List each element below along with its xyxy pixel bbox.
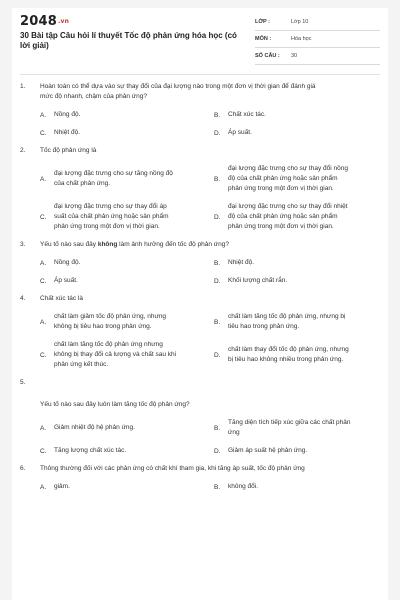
option-text: Nồng độ. bbox=[54, 111, 81, 118]
option-letter: A. bbox=[40, 175, 47, 183]
option-text: Tăng lượng chất xúc tác. bbox=[54, 447, 127, 454]
option-a[interactable] bbox=[40, 482, 214, 492]
site-logo[interactable] bbox=[20, 14, 69, 29]
question-number: 3. bbox=[20, 241, 26, 248]
option-c[interactable] bbox=[40, 202, 214, 232]
option-letter: B. bbox=[214, 424, 221, 432]
option-text: chất làm thay đổi tốc độ phản ứng, nhưng bbox=[228, 346, 349, 353]
option-text: Giảm áp suất hệ phản ứng. bbox=[228, 447, 308, 454]
option-d[interactable] bbox=[214, 202, 388, 232]
option-letter: C. bbox=[40, 213, 47, 221]
option-text: đại lượng đặc trưng cho sự thay đổi nhiệt bbox=[228, 203, 348, 210]
option-text: Nhiệt độ. bbox=[54, 129, 81, 136]
option-text: Nồng độ. bbox=[54, 259, 81, 266]
option-text: đại lượng đặc trưng cho sự thay đổi áp bbox=[54, 203, 167, 210]
option-b[interactable] bbox=[214, 418, 388, 438]
option-text: không đổi. bbox=[228, 483, 258, 490]
option-text: giảm. bbox=[54, 483, 70, 490]
option-letter: B. bbox=[214, 259, 221, 267]
question-6 bbox=[12, 464, 388, 492]
option-letter: D. bbox=[214, 351, 221, 359]
option-text: suất của chất phản ứng hoặc sản phẩm bbox=[54, 213, 169, 220]
option-c[interactable] bbox=[40, 340, 214, 370]
option-text: phản ứng kết thúc. bbox=[54, 361, 109, 368]
meta-row-class bbox=[255, 16, 380, 31]
option-letter: D. bbox=[214, 277, 221, 285]
option-a[interactable] bbox=[40, 110, 214, 120]
option-c[interactable] bbox=[40, 446, 214, 456]
meta-label: LỚP : bbox=[255, 19, 270, 25]
answer-options bbox=[12, 110, 388, 138]
option-text: đại lượng đặc trưng cho sự tăng nồng độ bbox=[54, 170, 173, 177]
meta-value: 30 bbox=[291, 53, 298, 59]
option-text: Áp suất. bbox=[54, 277, 78, 284]
question-stem bbox=[12, 146, 388, 156]
question-stem bbox=[12, 378, 388, 388]
option-text: của chất phản ứng. bbox=[54, 180, 111, 187]
option-text: tiêu hao trong phản ứng. bbox=[228, 323, 300, 330]
question-text-post: làm ảnh hưởng đến tốc độ phản ứng? bbox=[117, 241, 229, 248]
option-letter: B. bbox=[214, 111, 221, 119]
document-title bbox=[20, 31, 250, 51]
option-text: ứng bbox=[228, 429, 240, 436]
option-b[interactable] bbox=[214, 110, 388, 120]
question-text bbox=[40, 240, 380, 250]
question-text-pre: Yếu tố nào sau đây bbox=[40, 241, 98, 248]
meta-value: Lớp 10 bbox=[291, 19, 309, 25]
question-list bbox=[12, 82, 388, 500]
option-b[interactable] bbox=[214, 258, 388, 268]
question-stem bbox=[12, 240, 388, 250]
question-number: 5. bbox=[20, 379, 26, 386]
title-line: lời giải) bbox=[20, 41, 49, 50]
option-letter: C. bbox=[40, 277, 47, 285]
option-text: đại lượng đặc trưng cho sự thay đổi nồng bbox=[228, 165, 348, 172]
question-stem bbox=[12, 82, 388, 102]
worksheet-header bbox=[12, 8, 388, 70]
option-text: bị tiêu hao không nhiều trong phản ứng. bbox=[228, 356, 344, 363]
option-d[interactable] bbox=[214, 128, 388, 138]
option-letter: C. bbox=[40, 447, 47, 455]
option-d[interactable] bbox=[214, 276, 388, 286]
option-text: chất làm tăng tốc độ phản ứng nhưng bbox=[54, 341, 163, 348]
answer-options bbox=[12, 164, 388, 232]
option-text: độ của chất phản ứng hoặc sản phẩm bbox=[228, 175, 338, 182]
option-text: Khối lượng chất rắn. bbox=[228, 277, 288, 284]
question-5 bbox=[12, 378, 388, 456]
worksheet-page bbox=[12, 8, 388, 600]
meta-label: MÔN : bbox=[255, 36, 272, 42]
option-b[interactable] bbox=[214, 164, 388, 194]
meta-row-subject bbox=[255, 33, 380, 48]
option-a[interactable] bbox=[40, 164, 214, 194]
question-number: 2. bbox=[20, 147, 26, 154]
option-a[interactable] bbox=[40, 312, 214, 332]
answer-options bbox=[12, 312, 388, 370]
option-text: phản ứng trong một đơn vị thời gian. bbox=[228, 185, 334, 192]
title-line: 30 Bài tập Câu hỏi lí thuyết Tốc độ phản ứng hóa học (có bbox=[20, 31, 237, 40]
option-text: độ của chất phản ứng hoặc sản phẩm bbox=[228, 213, 338, 220]
option-text: Tăng diện tích tiếp xúc giữa các chất phản bbox=[228, 419, 351, 426]
option-text: Nhiệt độ. bbox=[228, 259, 255, 266]
question-text-emphasis: không bbox=[97, 241, 118, 248]
option-letter: C. bbox=[40, 351, 47, 359]
question-number: 4. bbox=[20, 295, 26, 302]
option-letter: A. bbox=[40, 259, 47, 267]
logo-main: 2048 bbox=[20, 14, 57, 29]
answer-options bbox=[12, 482, 388, 492]
header-divider bbox=[20, 74, 380, 75]
question-stem bbox=[12, 464, 388, 474]
question-stem bbox=[12, 294, 388, 304]
option-letter: D. bbox=[214, 447, 221, 455]
answer-options bbox=[12, 258, 388, 286]
option-letter: D. bbox=[214, 213, 221, 221]
meta-table bbox=[255, 16, 380, 67]
question-text: Hoàn toàn có thể dựa vào sự thay đổi của đại lượng nào trong một đơn vị thời gian để đánh giá bbox=[40, 83, 316, 90]
option-c[interactable] bbox=[40, 276, 214, 286]
option-letter: C. bbox=[40, 129, 47, 137]
question-4 bbox=[12, 294, 388, 370]
option-letter: D. bbox=[214, 129, 221, 137]
option-b[interactable] bbox=[214, 312, 388, 332]
question-number: 6. bbox=[20, 465, 26, 472]
option-text: không bị tiêu hao trong phản ứng. bbox=[54, 323, 152, 330]
option-a[interactable] bbox=[40, 258, 214, 268]
meta-row-count bbox=[255, 50, 380, 65]
option-a[interactable] bbox=[40, 418, 214, 438]
answer-options bbox=[12, 418, 388, 456]
option-text: không bị thay đổi cả lượng và chất sau khi bbox=[54, 351, 177, 358]
option-text: chất làm giảm tốc độ phản ứng, nhưng bbox=[54, 313, 167, 320]
question-1 bbox=[12, 82, 388, 138]
option-c[interactable] bbox=[40, 128, 214, 138]
option-text: Giảm nhiệt độ hệ phản ứng. bbox=[54, 424, 135, 431]
option-text: phản ứng trong một đơn vị thời gian. bbox=[228, 223, 334, 230]
option-letter: B. bbox=[214, 318, 221, 326]
option-text: Áp suất. bbox=[228, 129, 252, 136]
option-text: chất làm tăng tốc độ phản ứng, nhưng bị bbox=[228, 313, 346, 320]
meta-label: SỐ CÂU : bbox=[255, 53, 280, 59]
option-letter: A. bbox=[40, 318, 47, 326]
question-text: Yếu tố nào sau đây luôn làm tăng tốc độ phản ứng? bbox=[40, 401, 190, 408]
option-letter: A. bbox=[40, 111, 47, 119]
option-d[interactable] bbox=[214, 446, 388, 456]
question-2 bbox=[12, 146, 388, 232]
logo-suffix: .vn bbox=[57, 18, 70, 25]
option-text: Chất xúc tác. bbox=[228, 111, 266, 118]
question-text: mức độ nhanh, chậm của phản ứng? bbox=[40, 93, 147, 100]
option-text: phản ứng trong một đơn vị thời gian. bbox=[54, 223, 160, 230]
option-d[interactable] bbox=[214, 340, 388, 370]
question-text: Tốc độ phản ứng là bbox=[40, 147, 97, 154]
question-3 bbox=[12, 240, 388, 286]
option-letter: B. bbox=[214, 175, 221, 183]
option-letter: A. bbox=[40, 424, 47, 432]
meta-value: Hóa học bbox=[291, 36, 312, 42]
option-b[interactable] bbox=[214, 482, 388, 492]
option-letter: A. bbox=[40, 483, 47, 491]
question-number: 1. bbox=[20, 83, 26, 90]
question-text: Thông thường đối với các phản ứng có chất khí tham gia, khi tăng áp suất, tốc độ phản ứng bbox=[40, 465, 305, 472]
question-text: Chất xúc tác là bbox=[40, 295, 83, 302]
option-letter: B. bbox=[214, 483, 221, 491]
